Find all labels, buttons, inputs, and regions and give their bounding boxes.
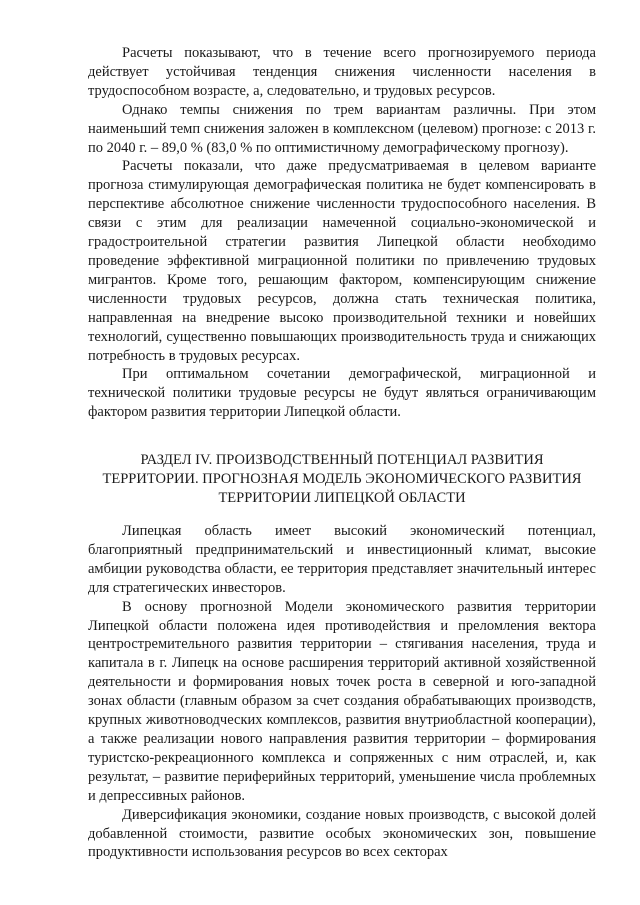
paragraph: Диверсификация экономики, создание новых производств, с высокой долей добавленной стоимости, развитие особых экономических зон, повышение продуктивности использования ресурсов во всех секторах <box>88 806 596 861</box>
body-text-bottom <box>88 522 596 862</box>
paragraph: Однако темпы снижения по трем вариантам различны. При этом наименьший темп снижения заложен в комплексном (целевом) прогнозе: с 2013 г. по 2040 г. – 89,0 % (83,0 % по оптимистичному демографическому прогнозу). <box>88 101 596 156</box>
section-heading-line: РАЗДЕЛ IV. ПРОИЗВОДСТВЕННЫЙ ПОТЕНЦИАЛ РАЗВИТИЯ <box>140 452 544 468</box>
section-heading-line: ТЕРРИТОРИИ. ПРОГНОЗНАЯ МОДЕЛЬ ЭКОНОМИЧЕСКОГО РАЗВИТИЯ <box>102 471 582 487</box>
body-text-top <box>88 44 596 422</box>
paragraph: Липецкая область имеет высокий экономический потенциал, благоприятный предпринимательский и инвестиционный климат, высокие амбиции руководства области, ее территория представляет значительный интерес для стратегических инвесторов. <box>88 523 596 596</box>
paragraph: Расчеты показали, что даже предусматриваемая в целевом варианте прогноза стимулирующая демографическая политика не будет компенсировать в перспективе абсолютное снижение численности трудоспособного населения. В связи с этим для реализации намеченной социально-экономической и градостроительной стратегии развития Липецкой области необходимо проведение эффективной миграционной политики по привлечению трудовых мигрантов. Кроме того, решающим фактором, компенсирующим снижение численности трудовых ресурсов, должна стать техническая политика, направленная на внедрение высоко производительной техники и новейших технологий, существенно повышающих производительность труда и снижающих потребность в трудовых ресурсах. <box>88 158 596 364</box>
paragraph: В основу прогнозной Модели экономического развития территории Липецкой области положена идея противодействия и преломления вектора центростремительного развития территории – стягивания населения, труда и капитала в г. Липецк на основе расширения территорий активной хозяйственной деятельности и формирования новых точек роста в северной и юго-западной зонах области (главным образом за счет создания обрабатывающих производств, крупных животноводческих комплексов, развития внутриобластной кооперации), а также реализации нового направления развития территории – формирования туристско-рекреационного комплекса и сопряженных с ним отраслей, и, как результат, – развитие периферийных территорий, уменьшение числа проблемных и депрессивных районов. <box>88 598 596 804</box>
paragraph: Расчеты показывают, что в течение всего прогнозируемого периода действует устойчивая тенденция снижения численности населения в трудоспособном возрасте, а, следовательно, и трудовых ресурсов. <box>88 45 596 99</box>
section-heading-line: ТЕРРИТОРИИ ЛИПЕЦКОЙ ОБЛАСТИ <box>218 490 466 506</box>
paragraph: При оптимальном сочетании демографической, миграционной и технической политики трудовые ресурсы не будут являться ограничивающим фактором развития территории Липецкой области. <box>88 366 596 421</box>
section-heading <box>88 451 596 508</box>
